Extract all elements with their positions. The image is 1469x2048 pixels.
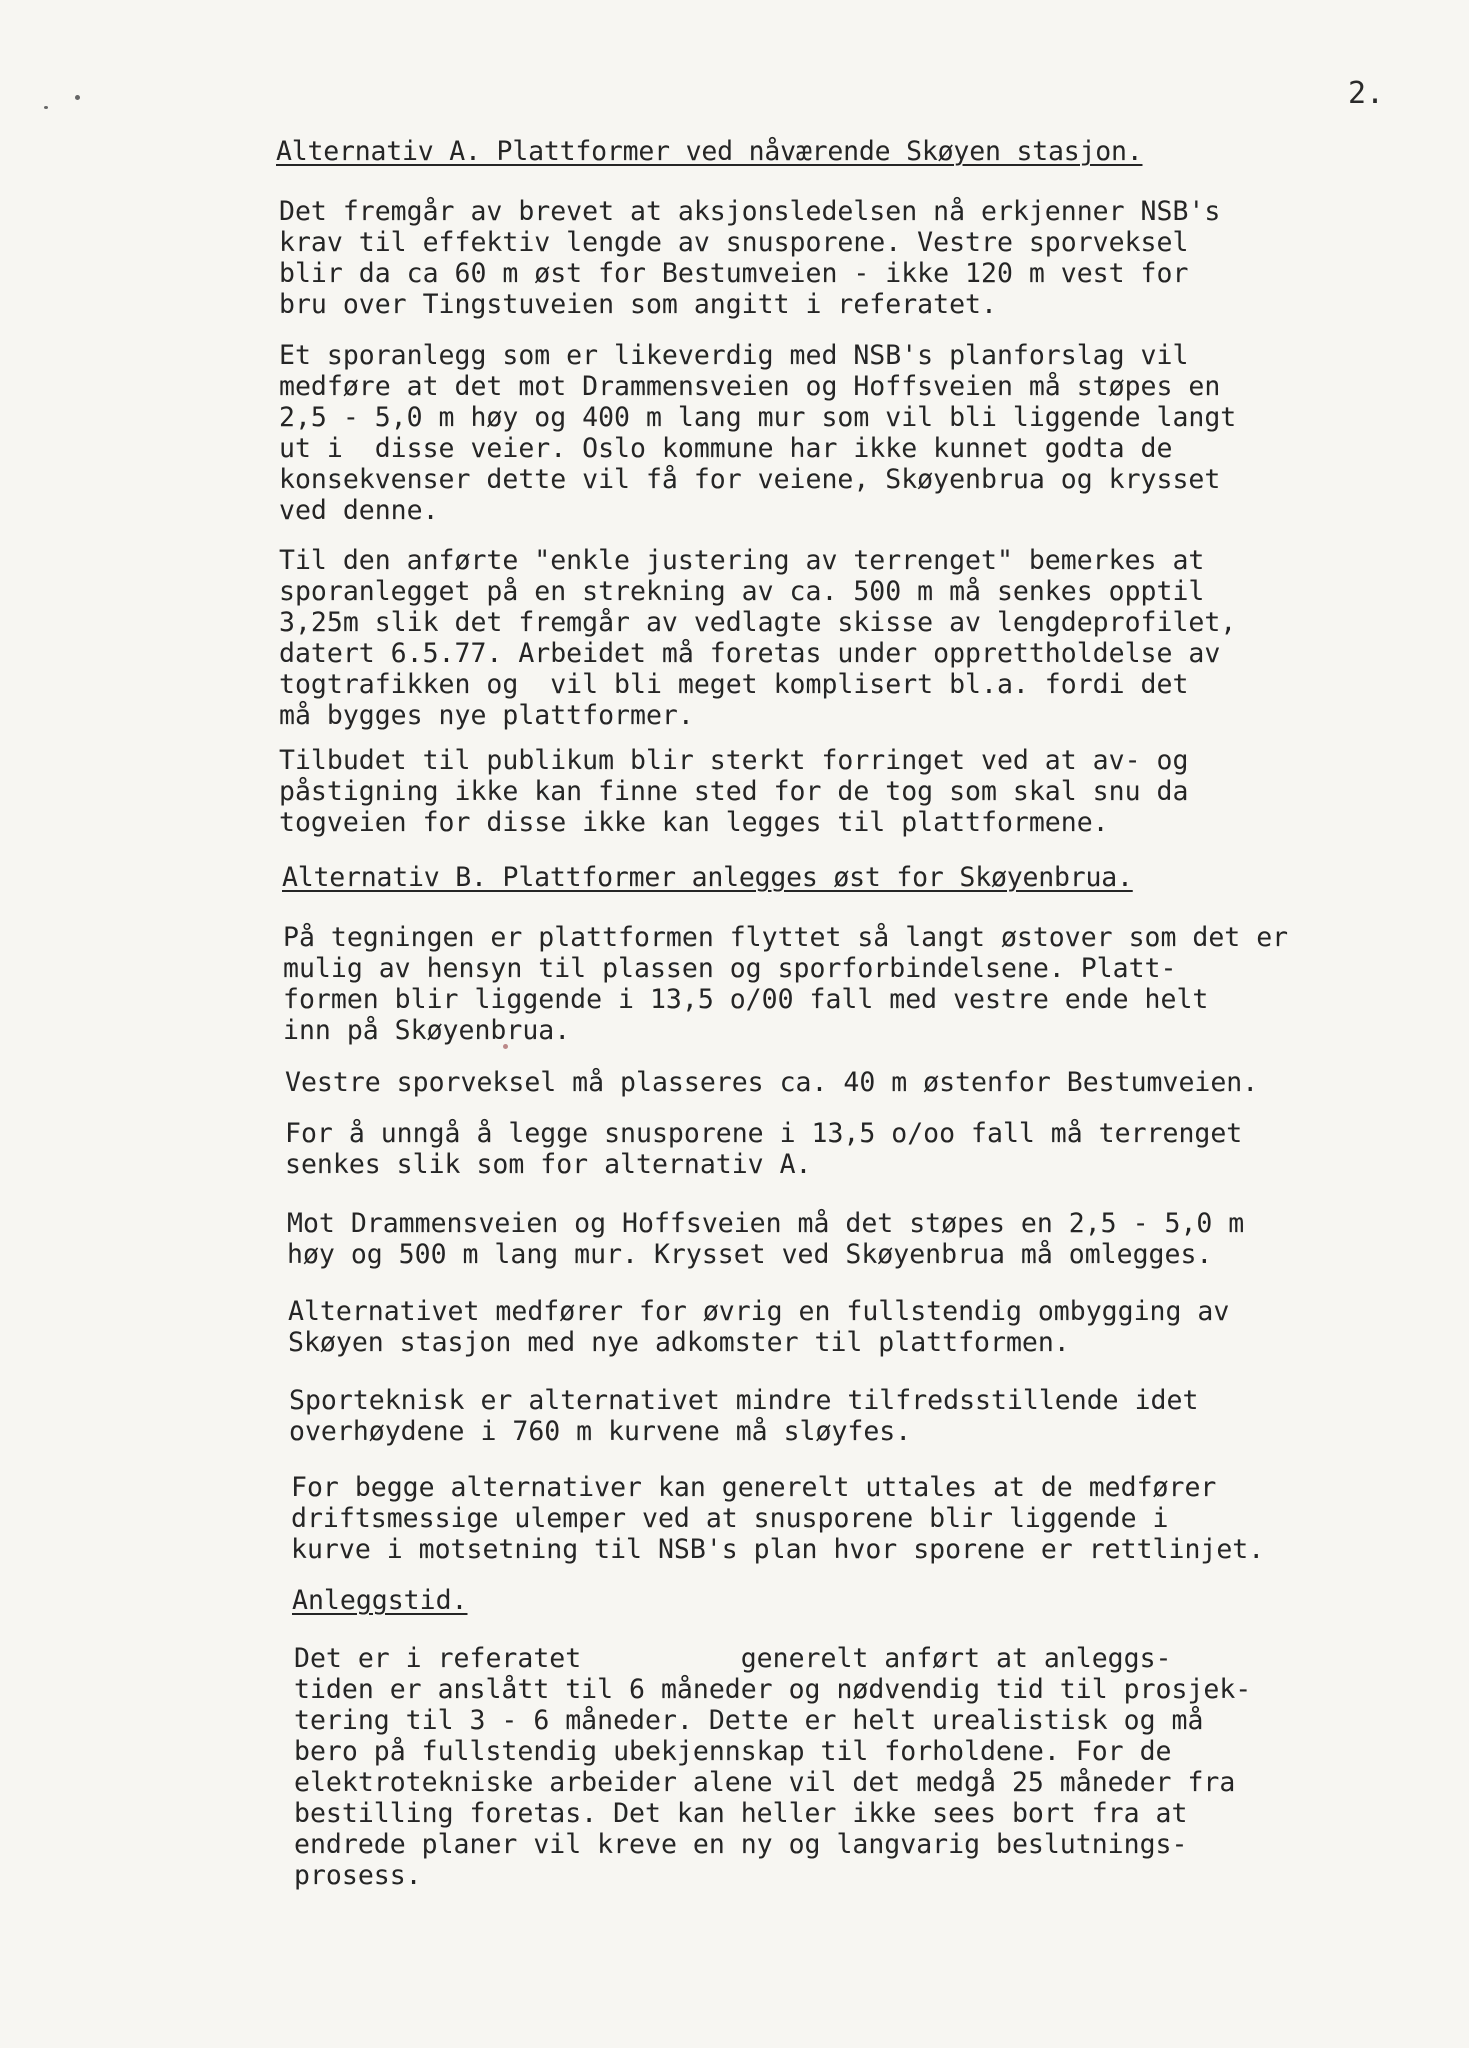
- paragraph: Mot Drammensveien og Hoffsveien må det støpes en 2,5 - 5,0 m høy og 500 m lang mur. Krysset ved Skøyenbrua må omlegges.: [287, 1208, 1245, 1270]
- paragraph: Et sporanlegg som er likeverdig med NSB's planforslag vil medføre at det mot Drammensveien og Hoffsveien må støpes en 2,5 - 5,0 m høy og 400 m lang mur som vil bli liggende langt ut i disse veier. Oslo kommune har ikke kunnet godta de konsekvenser dette vil få for veiene, Skøyenbrua og krysset ved denne.: [279, 340, 1237, 526]
- paragraph: Alternativet medfører for øvrig en fullstendig ombygging av Skøyen stasjon med nye adkomster til plattformen.: [288, 1296, 1230, 1358]
- section-heading-alternativ-a: Alternativ A. Plattformer ved nåværende Skøyen stasjon.: [276, 136, 1143, 167]
- scan-speck: [75, 95, 80, 100]
- paragraph: Det fremgår av brevet at aksjonsledelsen nå erkjenner NSB's krav til effektiv lengde av snusporene. Vestre sporveksel blir da ca 60 m øst for Bestumveien - ikke 120 m vest for bru over Tingstuveien som angitt i referatet.: [279, 196, 1221, 320]
- scan-speck: [44, 106, 48, 109]
- section-heading-alternativ-b: Alternativ B. Plattformer anlegges øst for Skøyenbrua.: [282, 862, 1133, 893]
- paragraph: Tilbudet til publikum blir sterkt forringet ved at av- og påstigning ikke kan finne sted for de tog som skal snu da togveien for disse ikke kan legges til plattformene.: [279, 745, 1189, 838]
- paragraph: For begge alternativer kan generelt uttales at de medfører driftsmessige ulemper ved at snusporene blir liggende i kurve i motsetning til NSB's plan hvor sporene er rettlinjet.: [291, 1472, 1265, 1565]
- paragraph: Sporteknisk er alternativet mindre tilfredsstillende idet overhøydene i 760 m kurvene må sløyfes.: [289, 1385, 1199, 1447]
- paragraph: Det er i referatet generelt anført at anleggs- tiden er anslått til 6 måneder og nødvendig tid til prosjek- tering til 3 - 6 måneder. Dette er helt urealistisk og må bero på fullstendig ubekjennskap til forholdene. For de elektrotekniske arbeider alene vil det medgå 25 måneder fra bestilling foretas. Det kan heller ikke sees bort fra at endrede planer vil kreve en ny og langvarig beslutnings- prosess.: [294, 1643, 1252, 1891]
- paragraph: På tegningen er plattformen flyttet så langt østover som det er mulig av hensyn til plassen og sporforbindelsene. Platt- formen blir liggende i 13,5 o/00 fall med vestre ende helt inn på Skøyenbrua.: [283, 922, 1289, 1046]
- section-heading-anleggstid: Anleggstid.: [292, 1585, 468, 1616]
- paragraph: Til den anførte "enkle justering av terrenget" bemerkes at sporanlegget på en strekning av ca. 500 m må senkes opptil 3,25m slik det fremgår av vedlagte skisse av lengdeprofilet, datert 6.5.77. Arbeidet må foretas under opprettholdelse av togtrafikken og vil bli meget komplisert bl.a. fordi det må bygges nye plattformer.: [279, 545, 1237, 731]
- paragraph: Vestre sporveksel må plasseres ca. 40 m østenfor Bestumveien.: [285, 1067, 1259, 1098]
- paragraph: For å unngå å legge snusporene i 13,5 o/oo fall må terrenget senkes slik som for alternativ A.: [285, 1118, 1243, 1180]
- page-number: 2.: [1348, 76, 1385, 111]
